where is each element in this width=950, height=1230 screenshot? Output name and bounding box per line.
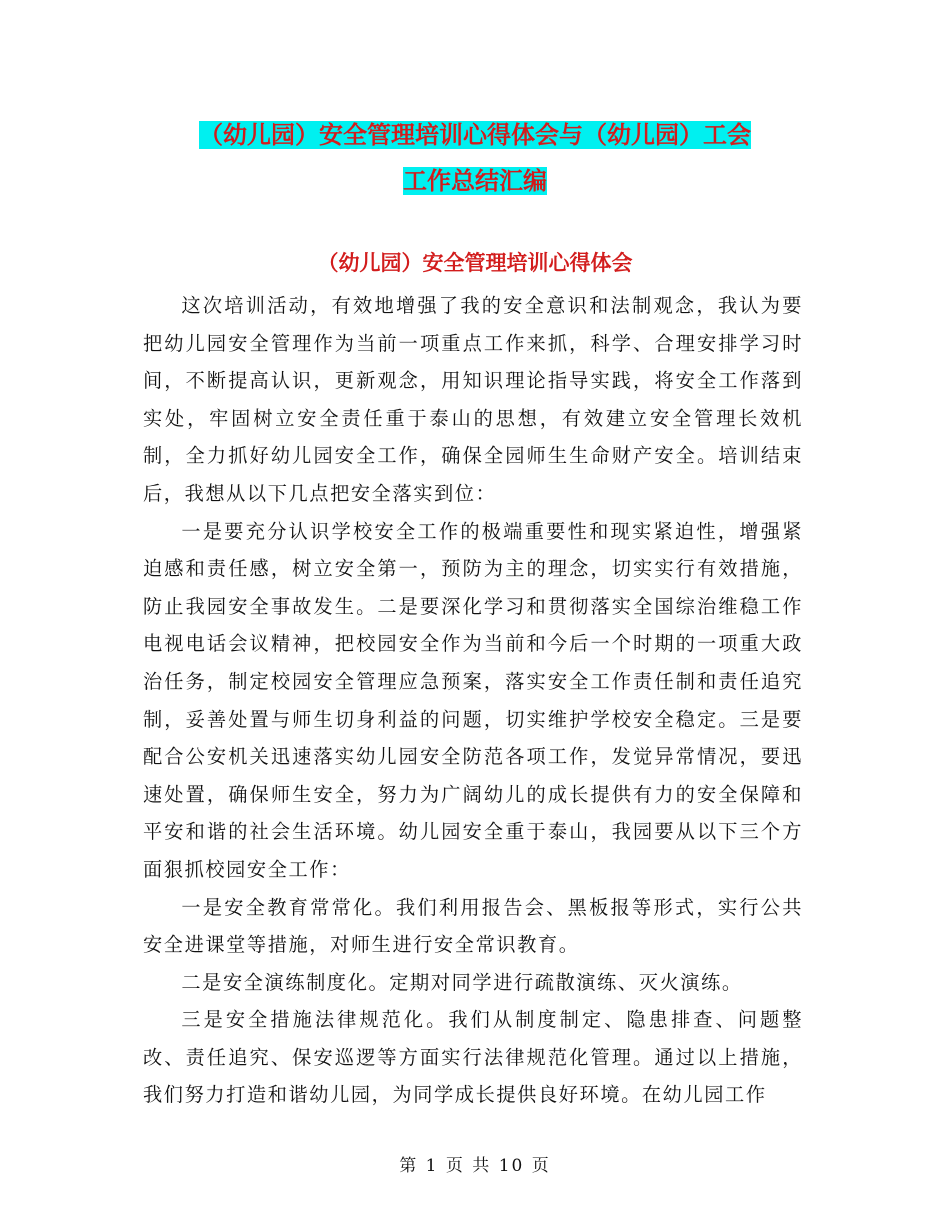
document-title-line-1: （幼儿园）安全管理培训心得体会与（幼儿园）工会 [199, 121, 751, 149]
paragraph-2: 一是要充分认识学校安全工作的极端重要性和现实紧迫性，增强紧迫感和责任感，树立安全第一，预防为主的理念，切实实行有效措施，防止我园安全事故发生。二是要深化学习和贯彻落实全国综治维稳工作电视电话会议精神，把校园安全作为当前和今后一个时期的一项重大政治任务，制定校园安全管理应急预案，落实安全工作责任制和责任追究制，妥善处置与师生切身利益的问题，切实维护学校安全稳定。三是要配合公安机关迅速落实幼儿园安全防范各项工作，发觉异常情况，要迅速处置，确保师生安全，努力为广阔幼儿的成长提供有力的安全保障和平安和谐的社会生活环境。幼儿园安全重于泰山，我园要从以下三个方面狠抓校园安全工作： [143, 519, 803, 881]
page-footer: 第 1 页 共 10 页 [399, 1156, 551, 1176]
paragraph-4: 二是安全演练制度化。定期对同学进行疏散演练、灭火演练。 [181, 970, 743, 994]
paragraph-5: 三是安全措施法律规范化。我们从制度制定、隐患排查、问题整改、责任追究、保安巡逻等方面实行法律规范化管理。通过以上措施，我们努力打造和谐幼儿园，为同学成长提供良好环境。在幼儿园工作 [143, 1008, 803, 1107]
section-title: （幼儿园）安全管理培训心得体会 [317, 251, 633, 275]
paragraph-1: 这次培训活动，有效地增强了我的安全意识和法制观念，我认为要把幼儿园安全管理作为当前一项重点工作来抓，科学、合理安排学习时间，不断提高认识，更新观念，用知识理论指导实践，将安全工作落到实处，牢固树立安全责任重于泰山的思想，有效建立安全管理长效机制，全力抓好幼儿园安全工作，确保全园师生生命财产安全。培训结束后，我想从以下几点把安全落实到位： [143, 294, 803, 505]
document-title-line-2: 工作总结汇编 [403, 167, 547, 195]
paragraph-3: 一是安全教育常常化。我们利用报告会、黑板报等形式，实行公共安全进课堂等措施，对师生进行安全常识教育。 [143, 895, 803, 957]
document-body [143, 287, 803, 1114]
document-title [140, 112, 810, 204]
